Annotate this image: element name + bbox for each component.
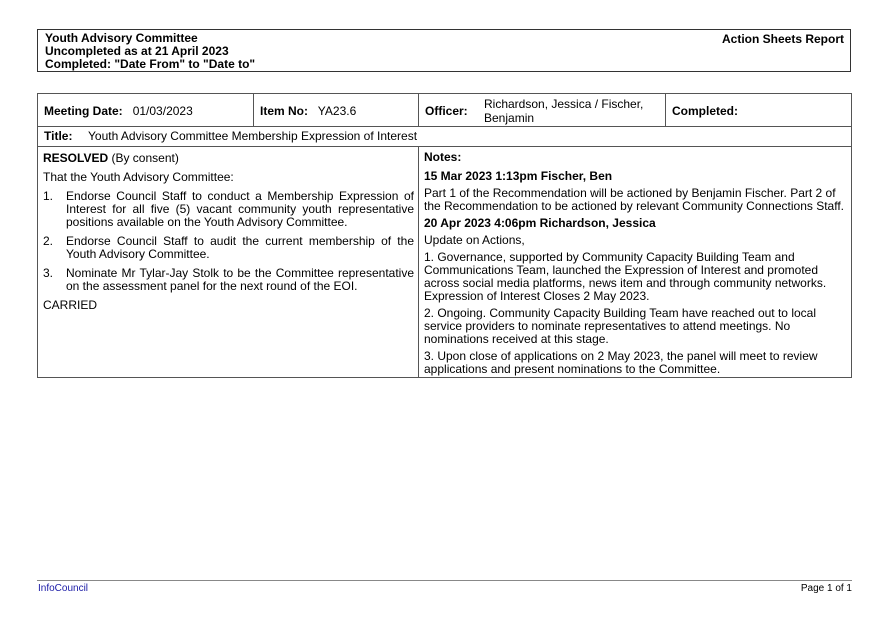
note-heading: 15 Mar 2023 1:13pm Fischer, Ben (424, 169, 613, 183)
resolved-line (43, 152, 414, 165)
note-text: 1. Governance, supported by Community Capacity Building Team and Communications Team, launched the Expression of Interest and promoted across social media platforms, news item and through community networks. Expression of Interest Closes 2 May 2023. (424, 250, 827, 303)
resolution-item (43, 190, 414, 229)
note-text: Update on Actions, (424, 233, 525, 247)
note-text: Part 1 of the Recommendation will be actioned by Benjamin Fischer. Part 2 of the Recommendation to be actioned by relevant Community Connections Staff. (424, 186, 845, 213)
item-text: Nominate Mr Tylar-Jay Stolk to be the Committee representative on the assessment panel for the next round of the EOI. (66, 266, 414, 293)
meeting-info-row (37, 93, 852, 127)
title-label: Title: (44, 129, 73, 143)
completed-cell (672, 94, 842, 126)
item-number: 2. (43, 234, 54, 248)
item-no-label: Item No: (260, 104, 308, 118)
note-text: 2. Ongoing. Community Capacity Building Team have reached out to local service providers to nominate representatives to attend meetings. No nominations received at this stage. (424, 306, 816, 346)
resolution-item (43, 235, 414, 261)
resolution-item (43, 267, 414, 293)
officer-label: Officer: (425, 104, 468, 118)
title-value: Youth Advisory Committee Membership Expression of Interest (88, 129, 418, 143)
notes-column (424, 151, 848, 376)
officer-value-line1: Richardson, Jessica / Fischer, (484, 97, 644, 111)
committee-name: Youth Advisory Committee (45, 31, 198, 45)
resolution-outcome: CARRIED (43, 298, 98, 312)
item-no-cell (260, 94, 415, 126)
notes-label: Notes: (424, 150, 462, 164)
officer-label-cell (425, 94, 475, 126)
footer-divider (37, 580, 852, 581)
meeting-date-value: 01/03/2023 (132, 104, 193, 118)
meeting-date-cell (44, 94, 254, 126)
resolution-intro: That the Youth Advisory Committee: (43, 170, 234, 184)
resolution-column (43, 152, 414, 312)
report-title: Action Sheets Report (721, 32, 844, 46)
item-no-value: YA23.6 (317, 104, 357, 118)
title-row (37, 126, 852, 147)
resolved-note: (By consent) (108, 151, 179, 165)
report-header (37, 29, 851, 72)
note-heading: 20 Apr 2023 4:06pm Richardson, Jessica (424, 216, 656, 230)
item-text: Endorse Council Staff to conduct a Membership Expression of Interest for all five (5) vacant community youth representative positions available on the Youth Advisory Committee. (66, 189, 414, 229)
item-number: 1. (43, 189, 54, 203)
meeting-date-label: Meeting Date: (44, 104, 123, 118)
officer-value-line2: Benjamin (484, 111, 535, 125)
item-number: 3. (43, 266, 54, 280)
page-number: Page 1 of 1 (800, 583, 852, 594)
resolution-notes-row (37, 146, 852, 378)
note-text: 3. Upon close of applications on 2 May 2023, the panel will meet to review applications and present nominations to the Committee. (424, 349, 818, 376)
officer-value-cell (484, 94, 664, 126)
completed-label: Completed: (672, 104, 738, 118)
footer-brand-link[interactable]: InfoCouncil (38, 583, 89, 594)
item-text: Endorse Council Staff to audit the current membership of the Youth Advisory Committee. (66, 234, 414, 261)
completed-range: Completed: "Date From" to "Date to" (45, 57, 256, 71)
uncompleted-date: Uncompleted as at 21 April 2023 (45, 44, 229, 58)
resolved-label: RESOLVED (43, 151, 109, 165)
